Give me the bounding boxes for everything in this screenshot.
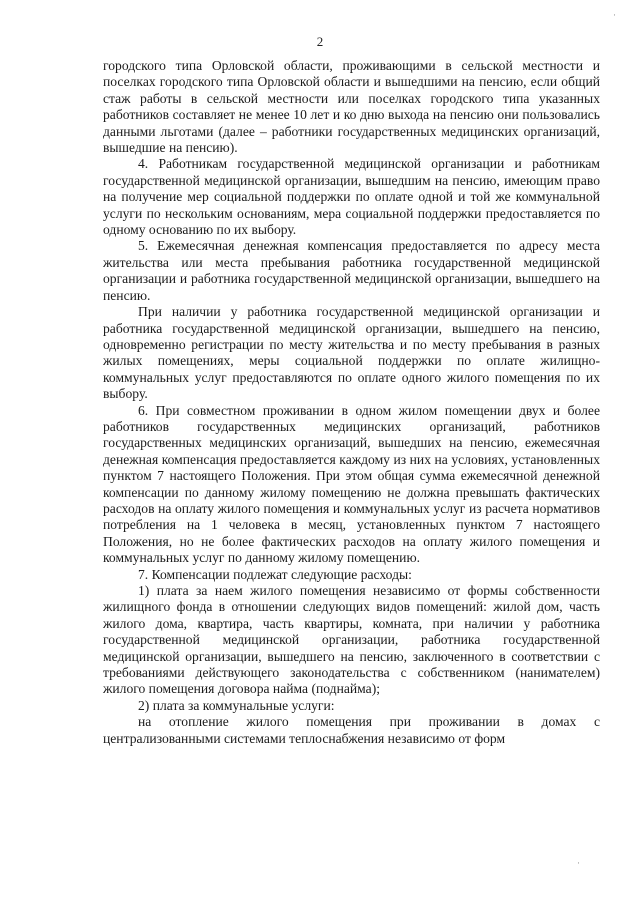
scan-mark: · <box>613 10 616 20</box>
paragraph-intro-continuation: городского типа Орловской области, проживающими в сельской местности и поселках городского типа Орловской области и вышедшими на пенсию, если общий стаж работы в сельской местности или поселках городского типа указанных работников составляет не менее 10 лет и ко дню выхода на пенсию они пользовались данными льготами (далее – работники государственных медицинских организаций, вышедшие на пенсию). <box>103 58 600 156</box>
scan-mark: · <box>577 858 580 868</box>
paragraph-subitem-1: 1) плата за наем жилого помещения независимо от формы собственности жилищного фонда в отношении следующих видов помещений: жилой дом, часть жилого дома, квартира, часть квартиры, комната, при наличии у работника государственной медицинской организации, работника государственной медицинской организации, вышедшего на пенсию, заключенного в соответствии с требованиями действующего законодательства с собственником (нанимателем) жилого помещения договора найма (поднайма); <box>103 583 600 697</box>
paragraph-heating: на отопление жилого помещения при проживании в домах с централизованными системами теплоснабжения независимо от форм <box>103 714 600 746</box>
paragraph-subitem-2: 2) плата за коммунальные услуги: <box>138 697 335 713</box>
paragraph-item-7: 7. Компенсации подлежат следующие расходы: <box>138 566 412 582</box>
document-body <box>103 58 600 747</box>
paragraph-item-4: 4. Работникам государственной медицинской организации и работникам государственной медицинской организации, вышедшим на пенсию, имеющим право на получение мер социальной поддержки по оплате одной и той же коммунальной услуги по нескольким основаниям, мера социальной поддержки предоставляется по одному основанию по их выбору. <box>103 156 600 238</box>
paragraph-registration: При наличии у работника государственной медицинской организации и работника государственной медицинской организации, вышедшего на пенсию, одновременно регистрации по месту жительства и по месту пребывания в разных жилых помещениях, меры социальной поддержки по оплате жилищно-коммунальных услуг предоставляются по оплате одного жилого помещения по их выбору. <box>103 304 600 402</box>
paragraph-item-6: 6. При совместном проживании в одном жилом помещении двух и более работников государственных медицинских организаций, работников государственных медицинских организаций, вышедших на пенсию, ежемесячная денежная компенсация предоставляется каждому из них на условиях, установленных пунктом 7 настоящего Положения. При этом общая сумма ежемесячной денежной компенсации по данному жилому помещению не должна превышать фактических расходов на оплату жилого помещения и коммунальных услуг из расчета нормативов потребления на 1 человека в месяц, установленных пунктом 7 настоящего Положения, но не более фактических расходов на оплату жилого помещения и коммунальных услуг по данному жилому помещению. <box>103 402 600 566</box>
paragraph-item-5: 5. Ежемесячная денежная компенсация предоставляется по адресу места жительства или места пребывания работника государственной медицинской организации и работника государственной медицинской организации, вышедшего на пенсию. <box>103 238 600 303</box>
page-number: 2 <box>316 34 324 49</box>
